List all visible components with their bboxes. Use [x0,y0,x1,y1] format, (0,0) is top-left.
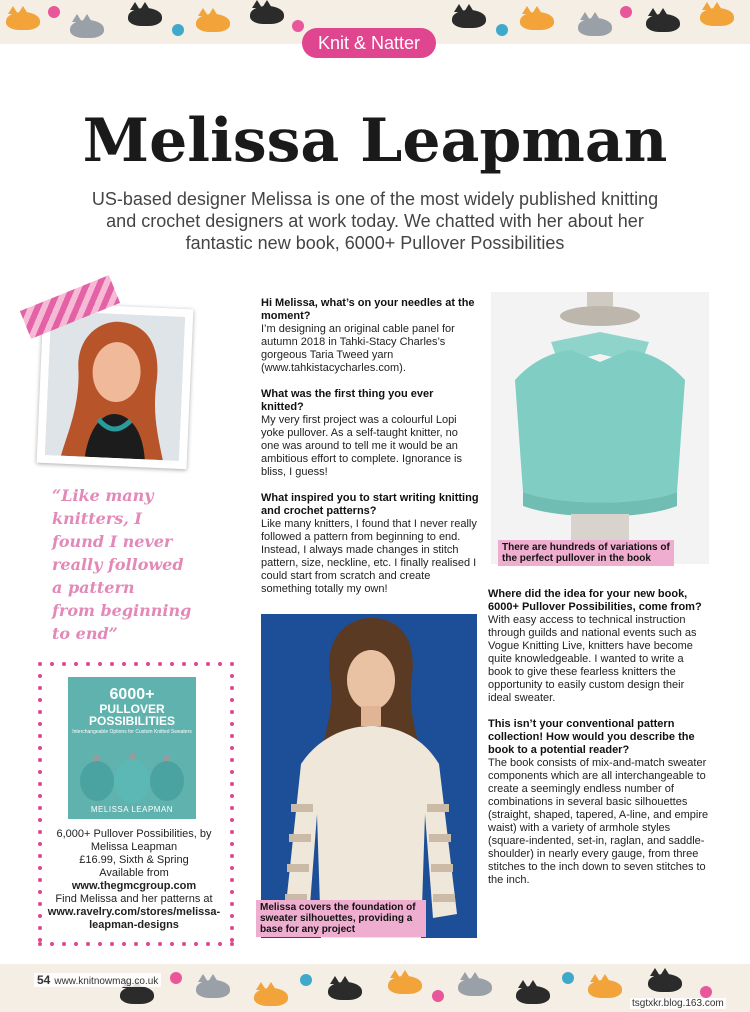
dotted-border-dot [38,926,42,930]
cat-illustration [458,978,492,996]
cat-illustration [520,12,554,30]
book-cover [68,677,196,819]
dotted-border-dot [230,686,234,690]
yarn-ball-illustration [172,24,184,36]
dotted-border-dot [230,854,234,858]
photo-caption: Melissa covers the foundation of sweater silhouettes, providing a base for any project [256,900,426,937]
dotted-border-dot [146,942,150,946]
interview-column-right [488,588,710,887]
collar-pullover-illustration [491,292,709,564]
dotted-border-dot [230,842,234,846]
dotted-border-dot [218,662,222,666]
cat-illustration [70,20,104,38]
dotted-border-dot [38,662,42,666]
cat-illustration [578,18,612,36]
cat-illustration [388,976,422,994]
interview-question: Hi Melissa, what’s on your needles at the moment? [261,297,475,322]
book-cover-title-line: 6000+ [109,686,155,703]
interview-answer: The book consists of mix-and-match sweater components which are all interchangeable to create a seemingly endless number of combinations in several basic silhouettes (straight, shaped, tapered, A-line, and empire waist) with a variety of armhole styles (square-indented, set-in, raglan, and saddle-shoulder) in nearly every gauge, from three stitches to the inch down to seven stitches to the inch. [488,757,709,886]
dotted-border-dot [38,854,42,858]
pull-quote-line: really followed [52,555,184,574]
dotted-border-dot [182,662,186,666]
dotted-border-dot [38,818,42,822]
dotted-border-dot [74,942,78,946]
dotted-border-dot [38,674,42,678]
book-info-link[interactable]: www.ravelry.com/stores/melissa- [47,906,221,918]
dotted-border-dot [122,942,126,946]
yarn-ball-illustration [496,24,508,36]
cat-illustration [120,986,154,1004]
interview-answer: Like many knitters, I found that I never really followed a pattern from beginning to end. Instead, I always made changes in stitch pattern, size, neckline, etc. I finally realised I could start from scratch and create something totally my own! [261,518,477,595]
dotted-border-dot [182,942,186,946]
dotted-border-dot [38,734,42,738]
dotted-border-dot [98,662,102,666]
cat-illustration [646,14,680,32]
yarn-ball-illustration [300,974,312,986]
dotted-border-dot [86,942,90,946]
dotted-border-dot [230,782,234,786]
book-cover-subtitle: Interchangeable Options for Custom Knitted Sweaters [72,729,192,735]
dotted-border-dot [158,942,162,946]
dotted-border-dot [230,758,234,762]
dotted-border-dot [62,942,66,946]
dotted-border-dot [230,734,234,738]
pull-quote-line: “Like many [52,486,154,505]
dotted-border-dot [230,710,234,714]
dress-forms-illustration [68,677,196,819]
cat-illustration [196,14,230,32]
dotted-border-dot [38,710,42,714]
dotted-border-dot [230,914,234,918]
dotted-border-dot [38,842,42,846]
book-info-line: 6,000+ Pullover Possibilities, by [56,828,212,840]
pullover-photo [491,292,709,564]
section-tag: Knit & Natter [302,28,436,58]
pull-quote-line: found I never [52,532,173,551]
dotted-border-dot [206,942,210,946]
page-title: Melissa Leapman [82,106,668,176]
interview-answer: With easy access to technical instruction through guilds and national events such as Vogue Knitting Live, knitters have become quite knowledgeable. I wanted to write a book to give these fearless knitters the opportunity to easily custom design their ideal sweater. [488,614,697,704]
cat-illustration [516,986,550,1004]
dotted-border-dot [194,942,198,946]
dotted-border-dot [38,794,42,798]
dotted-border-dot [230,830,234,834]
dotted-border-dot [38,722,42,726]
cat-illustration [700,8,734,26]
cat-illustration [648,974,682,992]
dotted-border-dot [230,770,234,774]
dotted-border-dot [122,662,126,666]
watermark-text: tsgtxkr.blog.163.com [632,998,724,1009]
cat-illustration [588,980,622,998]
dotted-border-dot [62,662,66,666]
dotted-border-dot [50,942,54,946]
book-info-text [46,828,222,932]
cat-illustration [254,988,288,1006]
dotted-border-dot [134,942,138,946]
page-number: 54 [37,973,51,987]
interview-column-middle [261,297,479,596]
yarn-ball-illustration [170,972,182,984]
dotted-border-dot [110,662,114,666]
dotted-border-dot [38,942,42,946]
standfirst: US-based designer Melissa is one of the most widely published knitting and crochet designers at work today. We chatted with her about her fantastic new book, 6000+ Pullover Possibilities [91,189,659,253]
yarn-ball-illustration [432,990,444,1002]
dotted-border-dot [230,746,234,750]
yarn-ball-illustration [292,20,304,32]
pull-quote-line: from beginning [52,601,192,620]
yarn-ball-illustration [700,986,712,998]
dotted-border-dot [230,926,234,930]
dotted-border-dot [38,902,42,906]
dotted-border-dot [230,806,234,810]
dotted-border-dot [194,662,198,666]
book-info-line: £16.99, Sixth & Spring [79,854,189,866]
dotted-border-dot [134,662,138,666]
dotted-border-dot [74,662,78,666]
dotted-border-dot [230,818,234,822]
dotted-border-dot [38,782,42,786]
dotted-border-dot [38,698,42,702]
dotted-border-dot [230,878,234,882]
portrait-illustration [45,311,185,461]
interview-answer: I’m designing an original cable panel for autumn 2018 in Tahki-Stacy Charles’s gorgeous Taria Tweed yarn (www.tahkistacycharles.com). [261,323,455,374]
book-cover-author: MELISSA LEAPMAN [90,805,174,814]
dotted-border-dot [230,890,234,894]
dotted-border-dot [146,662,150,666]
dotted-border-dot [86,662,90,666]
yarn-ball-illustration [48,6,60,18]
dotted-border-dot [110,942,114,946]
dotted-border-dot [158,662,162,666]
dotted-border-dot [38,866,42,870]
book-info-line: Available from [99,867,169,879]
portrait-photo-frame [37,303,194,469]
model-photo [261,614,477,938]
book-info-link[interactable]: www.thegmcgroup.com [71,880,197,892]
interview-question: Where did the idea for your new book, 6000+ Pullover Possibilities, come from? [488,588,702,613]
pull-quote [52,484,232,645]
dotted-border-dot [230,902,234,906]
magazine-url[interactable]: www.knitnowmag.co.uk [54,976,159,987]
dotted-border-dot [230,942,234,946]
portrait-photo [45,311,185,461]
dotted-border-dot [38,890,42,894]
interview-question: What inspired you to start writing knitting and crochet patterns? [261,492,479,517]
dotted-border-dot [38,806,42,810]
interview-question: What was the first thing you ever knitted? [261,388,434,413]
dotted-border-dot [230,938,234,942]
book-info-link[interactable]: leapman-designs [89,919,179,931]
dotted-border-dot [218,942,222,946]
photo-caption: There are hundreds of variations of the perfect pullover in the book [498,540,674,566]
dotted-border-dot [230,662,234,666]
dotted-border-dot [98,942,102,946]
cat-illustration [6,12,40,30]
dotted-border-dot [38,938,42,942]
dotted-border-dot [230,794,234,798]
book-info-line: Melissa Leapman [90,841,178,853]
dotted-border-dot [38,878,42,882]
dotted-border-dot [38,830,42,834]
dotted-border-dot [38,770,42,774]
dotted-border-dot [38,746,42,750]
pull-quote-line: a pattern [52,578,135,597]
book-cover-title-line: POSSIBILITIES [88,714,175,728]
dotted-border-dot [230,698,234,702]
pull-quote-line: to end” [52,624,118,643]
dotted-border-dot [230,866,234,870]
interview-answer: My very first project was a colourful Lopi yoke pullover. As a self-taught knitter, no one was around to tell me it would be an ambitious effort to complete. Ignorance is bliss, I guess! [261,414,462,478]
cat-illustration [196,980,230,998]
dotted-border-dot [50,662,54,666]
cat-illustration [128,8,162,26]
dotted-border-dot [38,686,42,690]
dotted-border-dot [170,942,174,946]
dotted-border-dot [38,758,42,762]
book-cover-title-line: PULLOVER [99,702,165,716]
yarn-ball-illustration [620,6,632,18]
dotted-border-dot [170,662,174,666]
pull-quote-line: knitters, I [52,509,142,528]
cat-illustration [250,6,284,24]
dotted-border-dot [230,722,234,726]
dotted-border-dot [38,914,42,918]
book-info-line: Find Melissa and her patterns at [55,893,213,905]
cat-illustration [328,982,362,1000]
model-sweater-illustration [261,614,477,938]
cat-illustration [452,10,486,28]
page-folio [34,973,161,987]
yarn-ball-illustration [562,972,574,984]
dotted-border-dot [206,662,210,666]
interview-question: This isn’t your conventional pattern collection! How would you describe the book to a potential reader? [488,718,695,756]
dotted-border-dot [230,674,234,678]
